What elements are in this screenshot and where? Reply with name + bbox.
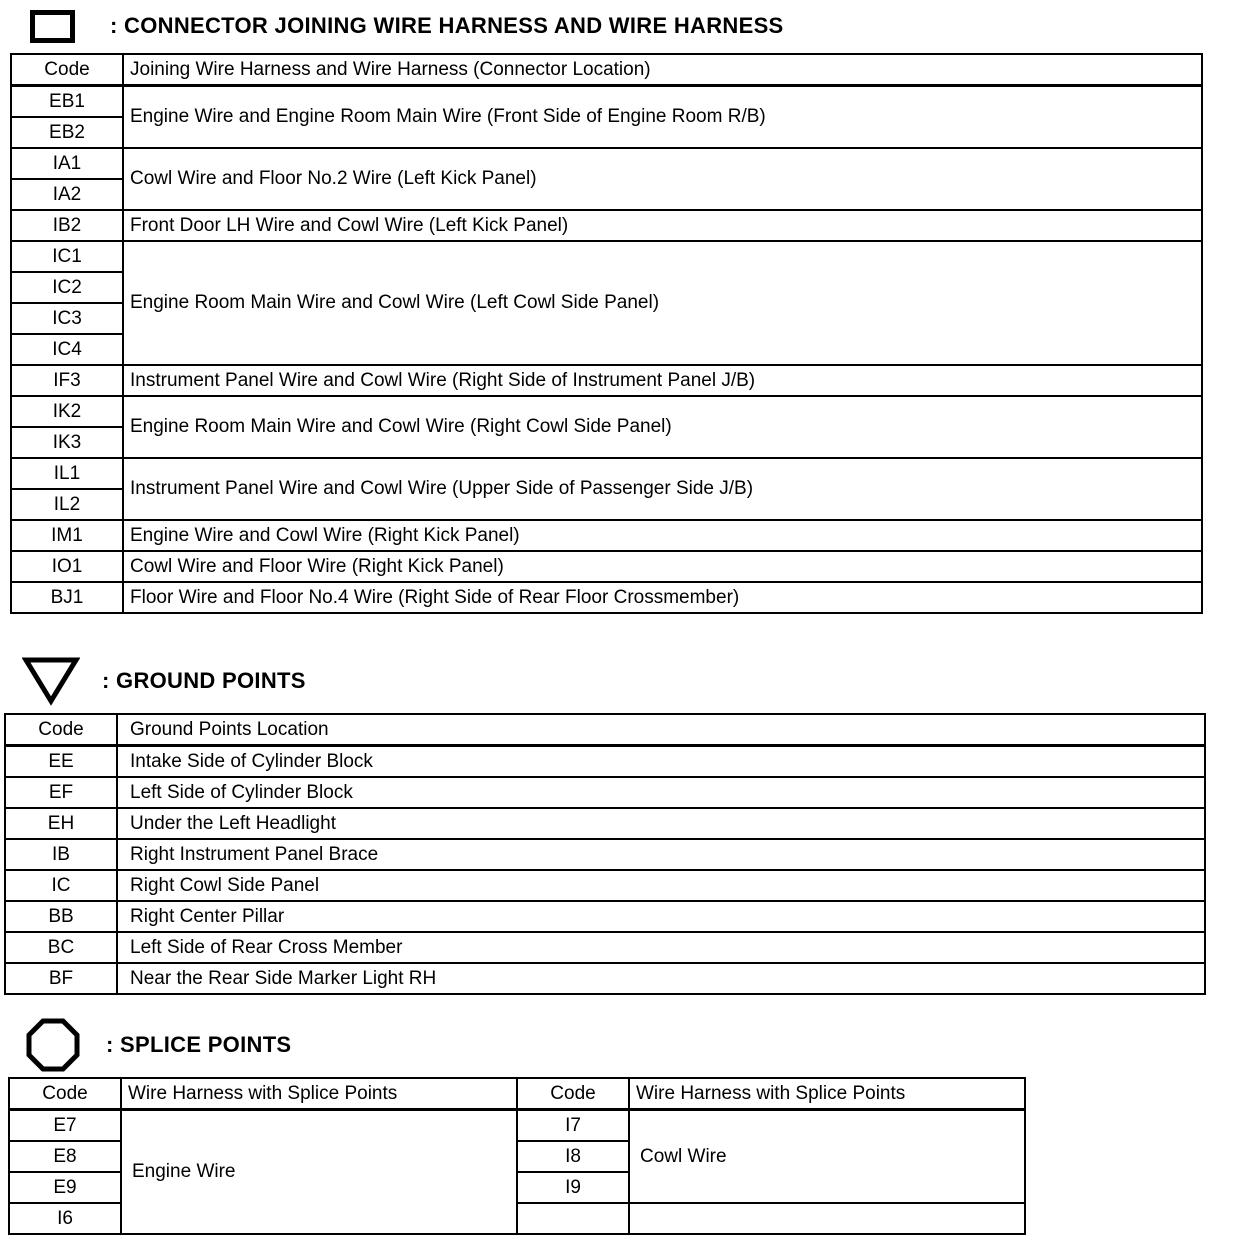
code-cell: EH bbox=[5, 808, 117, 839]
header-description: Wire Harness with Splice Points bbox=[629, 1078, 1025, 1110]
code-cell: IF3 bbox=[11, 365, 123, 396]
code-cell: EB1 bbox=[11, 86, 123, 118]
connector-section-title: : CONNECTOR JOINING WIRE HARNESS AND WIRE HARNESS bbox=[110, 13, 784, 38]
description-cell: Cowl Wire and Floor Wire (Right Kick Panel) bbox=[123, 551, 1202, 582]
description-cell: Front Door LH Wire and Cowl Wire (Left Kick Panel) bbox=[123, 210, 1202, 241]
table-row bbox=[11, 148, 1202, 179]
description-cell: Engine Room Main Wire and Cowl Wire (Left Cowl Side Panel) bbox=[123, 241, 1202, 365]
description-cell: Left Side of Cylinder Block bbox=[117, 777, 1205, 808]
description-cell: Cowl Wire and Floor No.2 Wire (Left Kick Panel) bbox=[123, 148, 1202, 210]
table-row bbox=[11, 520, 1202, 551]
table-row bbox=[5, 839, 1205, 870]
code-cell: BJ1 bbox=[11, 582, 123, 613]
description-cell: Cowl Wire bbox=[629, 1110, 1025, 1204]
code-cell: E9 bbox=[9, 1172, 121, 1203]
code-cell: EE bbox=[5, 746, 117, 778]
table-row bbox=[5, 870, 1205, 901]
table-row bbox=[11, 365, 1202, 396]
table-row bbox=[11, 241, 1202, 272]
connector-table bbox=[10, 53, 1203, 614]
table-row bbox=[11, 551, 1202, 582]
splice-table bbox=[8, 1077, 1026, 1235]
code-cell: IK2 bbox=[11, 396, 123, 427]
code-cell: E8 bbox=[9, 1141, 121, 1172]
code-cell: IB2 bbox=[11, 210, 123, 241]
description-cell: Right Center Pillar bbox=[117, 901, 1205, 932]
code-cell: IC3 bbox=[11, 303, 123, 334]
ground-section-title: : GROUND POINTS bbox=[102, 668, 306, 693]
table-row bbox=[5, 963, 1205, 994]
square-icon bbox=[30, 8, 76, 44]
code-cell: IC1 bbox=[11, 241, 123, 272]
code-cell: BC bbox=[5, 932, 117, 963]
code-cell: IC2 bbox=[11, 272, 123, 303]
table-row bbox=[9, 1110, 1025, 1142]
table-header-row bbox=[9, 1078, 1025, 1110]
code-cell: I7 bbox=[517, 1110, 629, 1142]
description-cell: Near the Rear Side Marker Light RH bbox=[117, 963, 1205, 994]
code-cell: I9 bbox=[517, 1172, 629, 1203]
ground-section-header bbox=[22, 656, 306, 706]
description-cell: Engine Wire bbox=[121, 1110, 517, 1235]
code-cell: I6 bbox=[9, 1203, 121, 1234]
splice-section-title: : SPLICE POINTS bbox=[106, 1032, 292, 1057]
code-cell: IA2 bbox=[11, 179, 123, 210]
table-row bbox=[5, 746, 1205, 778]
code-cell: IM1 bbox=[11, 520, 123, 551]
description-cell: Right Cowl Side Panel bbox=[117, 870, 1205, 901]
table-row bbox=[5, 932, 1205, 963]
octagon-icon bbox=[26, 1018, 80, 1072]
description-cell: Floor Wire and Floor No.4 Wire (Right Side of Rear Floor Crossmember) bbox=[123, 582, 1202, 613]
table-row bbox=[11, 86, 1202, 118]
code-cell: IC4 bbox=[11, 334, 123, 365]
code-cell: IK3 bbox=[11, 427, 123, 458]
code-cell: IL1 bbox=[11, 458, 123, 489]
code-cell: EB2 bbox=[11, 117, 123, 148]
code-cell bbox=[517, 1203, 629, 1234]
code-cell: EF bbox=[5, 777, 117, 808]
description-cell: Under the Left Headlight bbox=[117, 808, 1205, 839]
code-cell: I8 bbox=[517, 1141, 629, 1172]
header-description: Wire Harness with Splice Points bbox=[121, 1078, 517, 1110]
table-header-row bbox=[11, 54, 1202, 86]
ground-table bbox=[4, 713, 1206, 995]
empty-cell bbox=[629, 1203, 1025, 1234]
header-code: Code bbox=[11, 54, 123, 86]
connector-section-header bbox=[30, 8, 784, 44]
description-cell: Intake Side of Cylinder Block bbox=[117, 746, 1205, 778]
table-row bbox=[11, 210, 1202, 241]
header-code: Code bbox=[517, 1078, 629, 1110]
code-cell: BF bbox=[5, 963, 117, 994]
description-cell: Engine Room Main Wire and Cowl Wire (Right Cowl Side Panel) bbox=[123, 396, 1202, 458]
code-cell: IC bbox=[5, 870, 117, 901]
header-description: Ground Points Location bbox=[117, 714, 1205, 746]
table-header-row bbox=[5, 714, 1205, 746]
description-cell: Instrument Panel Wire and Cowl Wire (Upper Side of Passenger Side J/B) bbox=[123, 458, 1202, 520]
description-cell: Engine Wire and Cowl Wire (Right Kick Panel) bbox=[123, 520, 1202, 551]
table-row bbox=[5, 901, 1205, 932]
description-cell: Left Side of Rear Cross Member bbox=[117, 932, 1205, 963]
description-cell: Engine Wire and Engine Room Main Wire (Front Side of Engine Room R/B) bbox=[123, 86, 1202, 149]
code-cell: IB bbox=[5, 839, 117, 870]
header-code: Code bbox=[9, 1078, 121, 1110]
code-cell: BB bbox=[5, 901, 117, 932]
header-code: Code bbox=[5, 714, 117, 746]
table-row bbox=[11, 458, 1202, 489]
header-description: Joining Wire Harness and Wire Harness (Connector Location) bbox=[123, 54, 1202, 86]
table-row bbox=[5, 777, 1205, 808]
code-cell: IA1 bbox=[11, 148, 123, 179]
splice-section-header bbox=[26, 1018, 291, 1072]
code-cell: E7 bbox=[9, 1110, 121, 1142]
table-row bbox=[11, 582, 1202, 613]
code-cell: IL2 bbox=[11, 489, 123, 520]
description-cell: Right Instrument Panel Brace bbox=[117, 839, 1205, 870]
table-row bbox=[5, 808, 1205, 839]
code-cell: IO1 bbox=[11, 551, 123, 582]
table-row bbox=[11, 396, 1202, 427]
description-cell: Instrument Panel Wire and Cowl Wire (Right Side of Instrument Panel J/B) bbox=[123, 365, 1202, 396]
triangle-down-icon bbox=[22, 656, 80, 706]
